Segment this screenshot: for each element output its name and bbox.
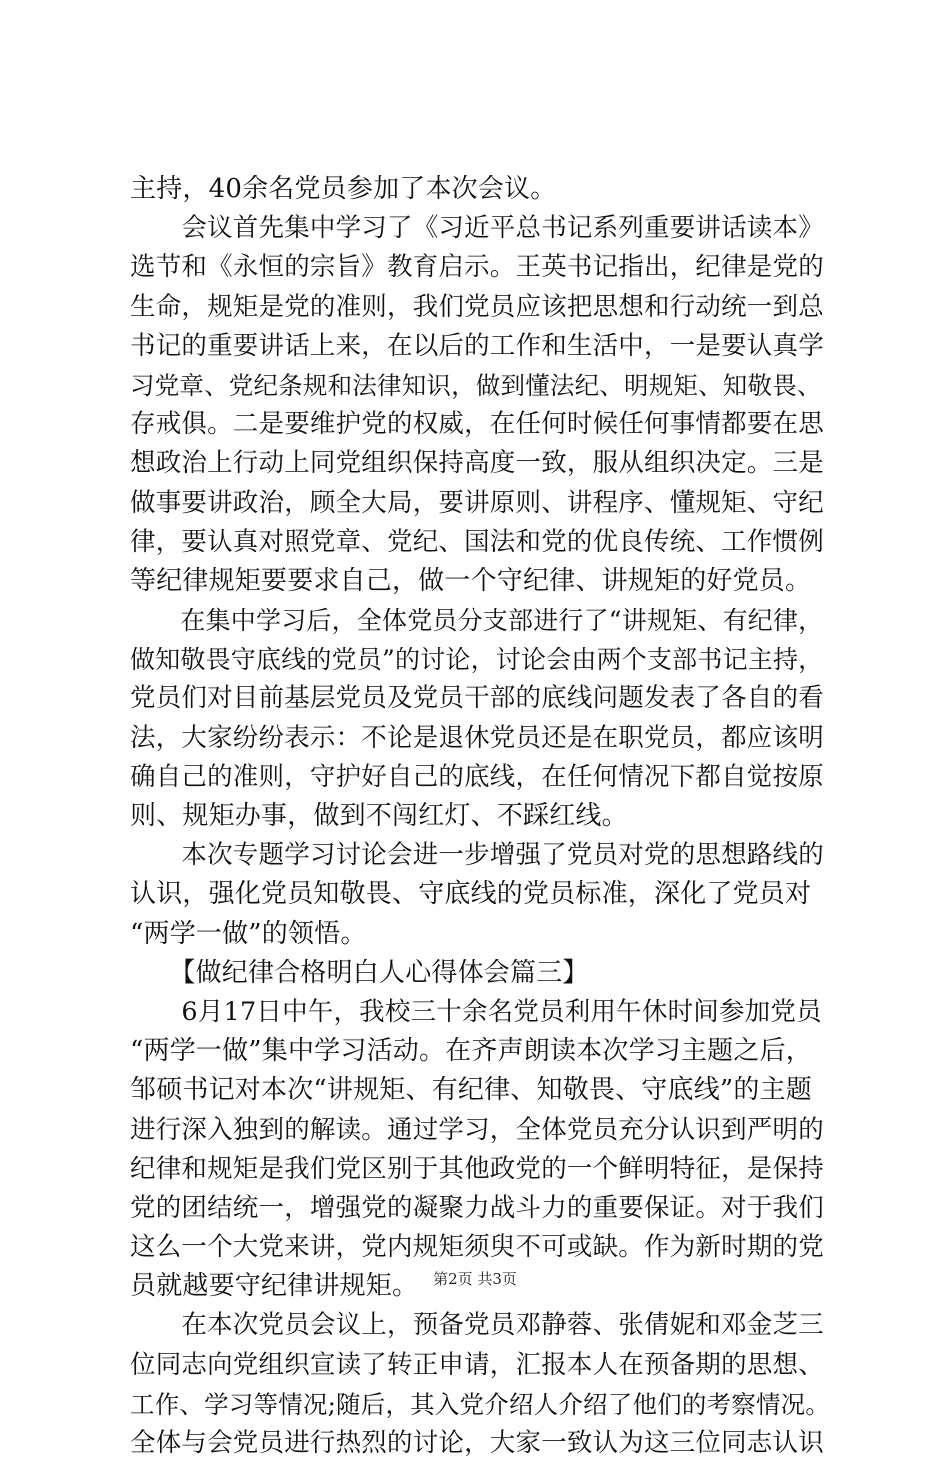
text-line: 等纪律规矩要要求自己，做一个守纪律、讲规矩的好党员。 bbox=[130, 565, 812, 596]
text-line: “两学一做”的领悟。 bbox=[130, 918, 367, 949]
text-line: 纪律和规矩是我们党区别于其他政党的一个鲜明特征，是保持 bbox=[130, 1153, 824, 1184]
text-line: 做知敬畏守底线的党员”的讨论，讨论会由两个支部书记主持， bbox=[130, 645, 824, 675]
text-line: 确自己的准则，守护好自己的底线，在任何情况下都自觉按原 bbox=[130, 761, 824, 792]
text-line: 党的团结统一，增强党的凝聚力战斗力的重要保证。对于我们 bbox=[130, 1192, 824, 1223]
text-line: 工作、学习等情况;随后，其入党介绍人介绍了他们的考察情况。 bbox=[130, 1389, 831, 1419]
text-line: 本次专题学习讨论会进一步增强了党员对党的思想路线的 bbox=[130, 840, 824, 871]
text-line: 进行深入独到的解读。通过学习，全体党员充分认识到严明的 bbox=[130, 1114, 824, 1145]
text-line: 认识，强化党员知敬畏、守底线的党员标准，深化了党员对 bbox=[130, 879, 812, 910]
text-line: 则、规矩办事，做到不闯红灯、不踩红线。 bbox=[130, 801, 628, 831]
text-line: 【做纪律合格明白人心得体会篇三】 bbox=[130, 957, 589, 988]
text-line: 法，大家纷纷表示：不论是退休党员还是在职党员，都应该明 bbox=[130, 722, 824, 753]
text-line: 位同志向党组织宣读了转正申请，汇报本人在预备期的思想、 bbox=[130, 1349, 824, 1380]
text-line: 存戒俱。二是要维护党的权威，在任何时候任何事情都要在思 bbox=[130, 409, 824, 440]
text-line: 会议首先集中学习了《习近平总书记系列重要讲话读本》 bbox=[130, 213, 824, 244]
text-line: 6月17日中午，我校三十余名党员利用午休时间参加党员 bbox=[130, 996, 822, 1027]
text-line: 在本次党员会议上，预备党员邓静蓉、张倩妮和邓金芝三 bbox=[130, 1310, 824, 1341]
text-line: 选节和《永恒的宗旨》教育启示。王英书记指出，纪律是党的 bbox=[130, 252, 824, 283]
text-line: 党员们对目前基层党员及党员干部的底线问题发表了各自的看 bbox=[130, 683, 824, 714]
text-line: 员就越要守纪律讲规矩。 bbox=[130, 1271, 419, 1302]
text-line: 做事要讲政治，顾全大局，要讲原则、讲程序、懂规矩、守纪 bbox=[130, 487, 824, 518]
text-line: 在集中学习后，全体党员分支部进行了“讲规矩、有纪律， bbox=[130, 606, 824, 636]
text-line: 书记的重要讲话上来，在以后的工作和生活中，一是要认真学 bbox=[130, 330, 824, 361]
text-line: 想政治上行动上同党组织保持高度一致，服从组织决定。三是 bbox=[130, 448, 824, 479]
text-line: 习党章、党纪条规和法律知识，做到懂法纪、明规矩、知敬畏、 bbox=[130, 370, 822, 400]
text-line: 这么一个大党来讲，党内规矩须臾不可或缺。作为新时期的党 bbox=[130, 1232, 824, 1263]
text-line: “两学一做”集中学习活动。在齐声朗读本次学习主题之后， bbox=[130, 1036, 812, 1067]
text-line: 全体与会党员进行热烈的讨论，大家一致认为这三位同志认识 bbox=[130, 1428, 824, 1458]
page-footer: 第2页 共3页 bbox=[433, 1270, 517, 1288]
text-line: 邹硕书记对本次“讲规矩、有纪律、知敬畏、守底线”的主题 bbox=[130, 1075, 812, 1106]
text-line: 律，要认真对照党章、党纪、国法和党的优良传统、工作惯例 bbox=[130, 526, 824, 557]
text-line: 主持，40余名党员参加了本次会议。 bbox=[130, 174, 557, 204]
text-line: 生命，规矩是党的准则，我们党员应该把思想和行动统一到总 bbox=[130, 291, 824, 322]
